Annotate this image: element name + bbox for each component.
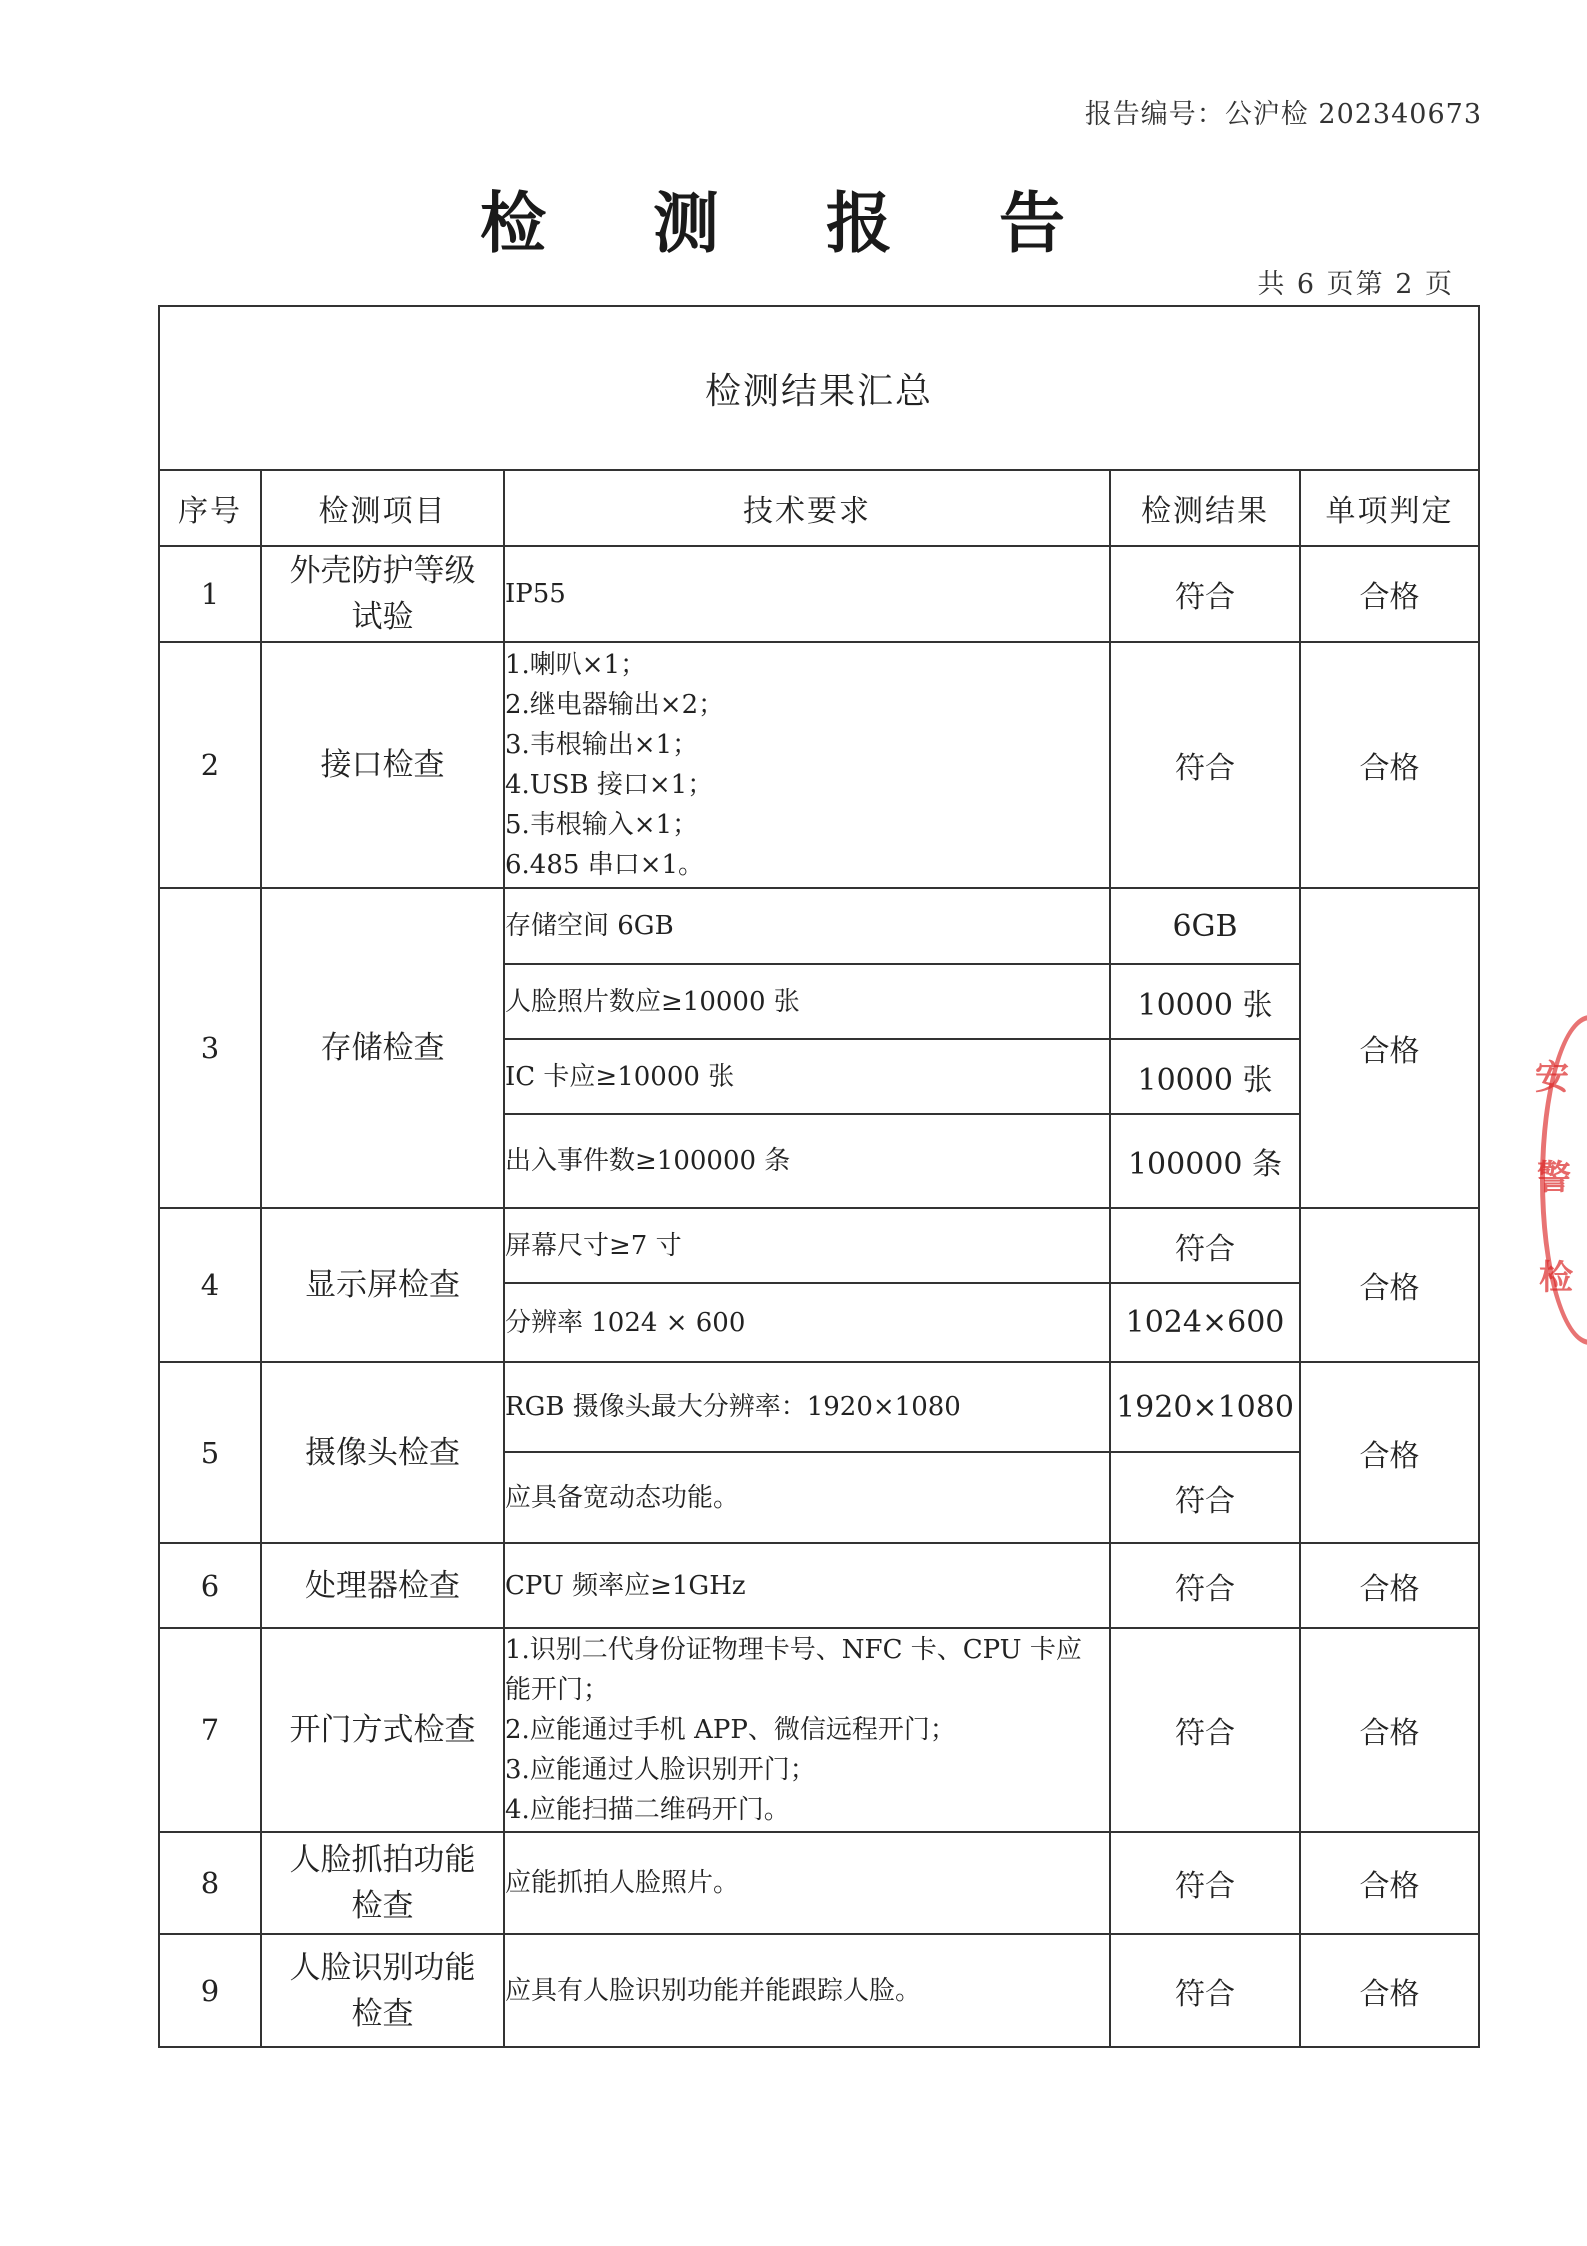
- row-no: 7: [159, 1628, 261, 1832]
- row-verdict: 合格: [1300, 546, 1479, 642]
- row-item: 处理器检查: [261, 1543, 504, 1628]
- col-header-no: 序号: [159, 470, 261, 546]
- row-no: 5: [159, 1362, 261, 1543]
- report-number: [1085, 92, 1482, 131]
- row-result: 1920×1080: [1110, 1362, 1300, 1452]
- row-no: 8: [159, 1832, 261, 1934]
- table-row: [159, 1208, 1479, 1283]
- row-item: 开门方式检查: [261, 1628, 504, 1832]
- col-header-item: 检测项目: [261, 470, 504, 546]
- summary-title: 检测结果汇总: [159, 306, 1479, 470]
- row-requirement: 分辨率 1024 × 600: [504, 1283, 1110, 1362]
- row-item: 人脸识别功能检查: [261, 1934, 504, 2047]
- row-no: 2: [159, 642, 261, 888]
- requirement-line: 能开门；: [505, 1675, 610, 1705]
- requirement-line: 1.喇叭×1；: [505, 650, 647, 680]
- row-result: 符合: [1110, 1628, 1300, 1832]
- table-row: [159, 642, 1479, 888]
- requirement-line: 2.应能通过手机 APP、微信远程开门；: [505, 1715, 956, 1745]
- row-item: 人脸抓拍功能检查: [261, 1832, 504, 1934]
- row-requirement: RGB 摄像头最大分辨率：1920×1080: [504, 1362, 1110, 1452]
- col-header-result: 检测结果: [1110, 470, 1300, 546]
- row-requirement: 人脸照片数应≥10000 张: [504, 964, 1110, 1039]
- row-no: 4: [159, 1208, 261, 1362]
- row-result: 1024×600: [1110, 1283, 1300, 1362]
- row-item: 接口检查: [261, 642, 504, 888]
- row-requirement: [504, 1628, 1110, 1832]
- row-requirement: 应能抓拍人脸照片。: [504, 1832, 1110, 1934]
- requirement-line: 5.韦根输入×1；: [505, 810, 699, 840]
- requirement-line: 4.应能扫描二维码开门。: [505, 1795, 790, 1825]
- row-requirement: 出入事件数≥100000 条: [504, 1114, 1110, 1208]
- row-requirement: IC 卡应≥10000 张: [504, 1039, 1110, 1114]
- table-row: [159, 1362, 1479, 1452]
- row-result: 100000 条: [1110, 1114, 1300, 1208]
- row-requirement: 应具有人脸识别功能并能跟踪人脸。: [504, 1934, 1110, 2047]
- row-result: 符合: [1110, 1452, 1300, 1543]
- row-requirement: 应具备宽动态功能。: [504, 1452, 1110, 1543]
- row-result: 符合: [1110, 1543, 1300, 1628]
- row-result: 符合: [1110, 1934, 1300, 2047]
- row-result: 符合: [1110, 642, 1300, 888]
- row-requirement: 屏幕尺寸≥7 寸: [504, 1208, 1110, 1283]
- row-verdict: 合格: [1300, 1208, 1479, 1362]
- row-requirement: IP55: [504, 546, 1110, 642]
- results-table: [158, 305, 1480, 2048]
- table-row: [159, 1832, 1479, 1934]
- document-title: 检 测 报 告: [480, 184, 1107, 262]
- row-verdict: 合格: [1300, 1934, 1479, 2047]
- table-row: [159, 546, 1479, 642]
- seal-char: 安: [1535, 1058, 1569, 1098]
- requirement-line: 6.485 串口×1。: [505, 850, 705, 880]
- row-no: 6: [159, 1543, 261, 1628]
- row-requirement: [504, 642, 1110, 888]
- row-verdict: 合格: [1300, 1362, 1479, 1543]
- table-header: [159, 470, 1479, 546]
- row-requirement: 存储空间 6GB: [504, 888, 1110, 964]
- row-no: 1: [159, 546, 261, 642]
- row-item: 显示屏检查: [261, 1208, 504, 1362]
- requirement-line: 4.USB 接口×1；: [505, 770, 714, 800]
- col-header-requirement: 技术要求: [504, 470, 1110, 546]
- row-item: 外壳防护等级试验: [261, 546, 504, 642]
- row-result: 符合: [1110, 1208, 1300, 1283]
- row-requirement: CPU 频率应≥1GHz: [504, 1543, 1110, 1628]
- row-no: 9: [159, 1934, 261, 2047]
- row-verdict: 合格: [1300, 888, 1479, 1208]
- row-verdict: 合格: [1300, 642, 1479, 888]
- requirement-line: 2.继电器输出×2；: [505, 690, 725, 720]
- page-info: 共 6 页第 2 页: [1257, 269, 1454, 300]
- report-number-value: 公沪检 202340673: [1224, 99, 1482, 130]
- table-row: [159, 1628, 1479, 1832]
- row-verdict: 合格: [1300, 1543, 1479, 1628]
- row-item: 存储检查: [261, 888, 504, 1208]
- row-verdict: 合格: [1300, 1832, 1479, 1934]
- row-result: 符合: [1110, 1832, 1300, 1934]
- report-number-label: 报告编号：: [1084, 99, 1225, 130]
- row-result: 符合: [1110, 546, 1300, 642]
- row-result: 10000 张: [1110, 1039, 1300, 1114]
- row-item: 摄像头检查: [261, 1362, 504, 1543]
- requirement-line: 1.识别二代身份证物理卡号、NFC 卡、CPU 卡应: [505, 1635, 1082, 1665]
- col-header-verdict: 单项判定: [1300, 470, 1479, 546]
- row-verdict: 合格: [1300, 1628, 1479, 1832]
- requirement-line: 3.韦根输出×1；: [505, 730, 699, 760]
- row-result: 6GB: [1110, 888, 1300, 964]
- seal-char: 警: [1537, 1158, 1571, 1198]
- seal-char: 检: [1539, 1258, 1573, 1298]
- requirement-line: 3.应能通过人脸识别开门；: [505, 1755, 816, 1785]
- table-row: [159, 1934, 1479, 2047]
- table-row: [159, 888, 1479, 964]
- red-seal-stamp: [1535, 1015, 1587, 1345]
- row-result: 10000 张: [1110, 964, 1300, 1039]
- table-row: [159, 1543, 1479, 1628]
- row-no: 3: [159, 888, 261, 1208]
